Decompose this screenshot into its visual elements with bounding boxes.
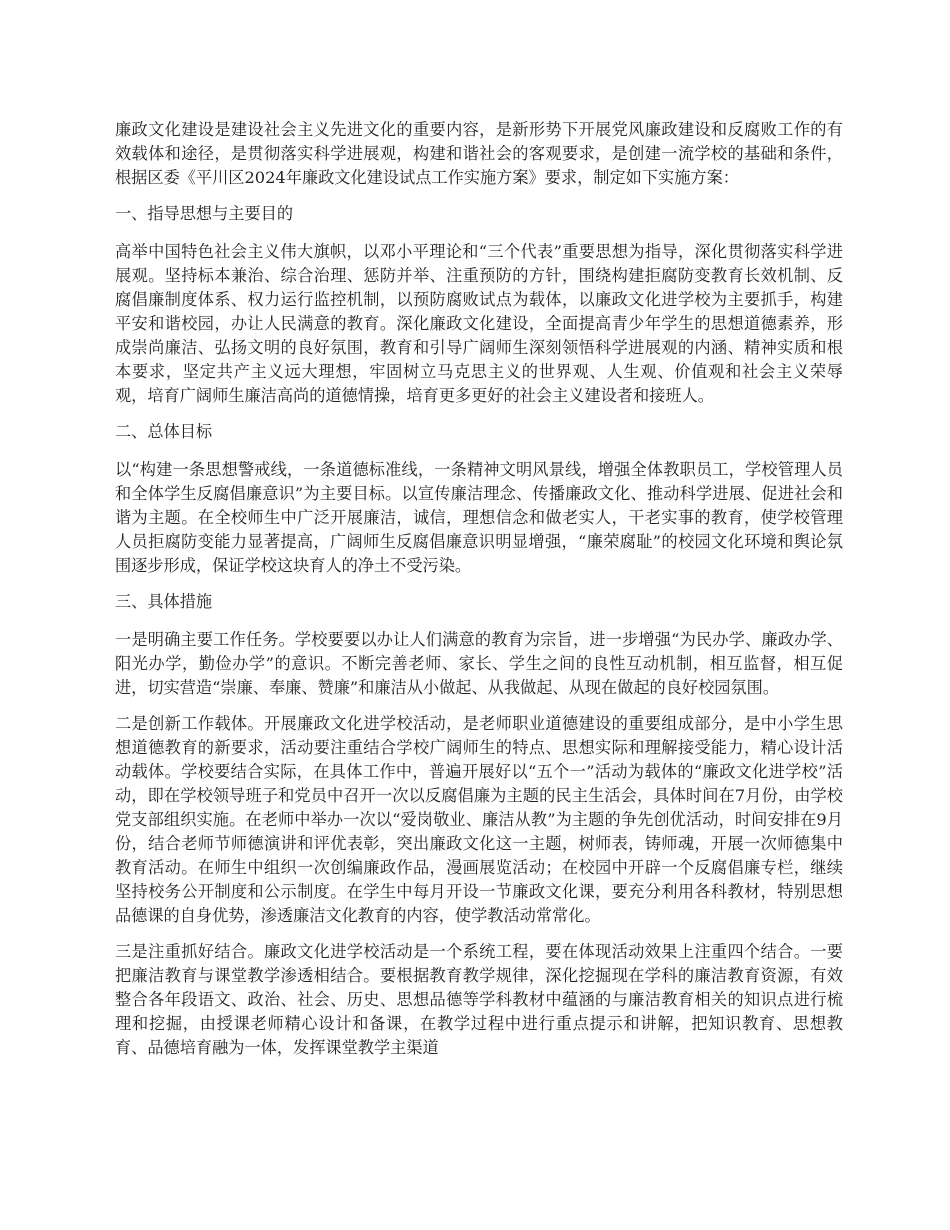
measure-paragraph-3: 三是注重抓好结合。廉政文化进学校活动是一个系统工程，要在体现活动效果上注重四个结合。一要把廉洁教育与课堂教学渗透相结合。要根据教育教学规律，深化挖掘现在学科的廉洁教育资源，有效整合各年段语文、政治、社会、历史、思想品德等学科教材中蕴涵的与廉洁教育相关的知识点进行梳理和挖掘，由授课老师精心设计和备课，在教学过程中进行重点提示和讲解，把知识教育、思想教育、品德培育融为一体，发挥课堂教学主渠道 xyxy=(115,942,843,1057)
measure-paragraph-2: 二是创新工作载体。开展廉政文化进学校活动，是老师职业道德建设的重要组成部分，是中小学生思想道德教育的新要求，活动要注重结合学校广阔师生的特点、思想实际和理解接受能力，精心设计活动载体。学校要结合实际，在具体工作中，普遍开展好以“五个一”活动为载体的“廉政文化进学校”活动，即在学校领导班子和党员中召开一次以反腐倡廉为主题的民主生活会，具体时间在7月份，由学校党支部组织实施。在老师中举办一次以“爱岗敬业、廉洁从教”为主题的争先创优活动，时间安排在9月份，结合老师节师德演讲和评优表彰，突出廉政文化这一主题，树师表，铸师魂，开展一次师德集中教育活动。在师生中组织一次创编廉政作品，漫画展览活动；在校园中开辟一个反腐倡廉专栏，继续坚持校务公开制度和公示制度。在学生中每月开设一节廉政文化课，要充分利用各科教材，特别思想品德课的自身优势，渗透廉洁文化教育的内容，使学教活动常常化。 xyxy=(115,714,843,925)
guiding-thought-paragraph: 高举中国特色社会主义伟大旗帜，以邓小平理论和“三个代表”重要思想为指导，深化贯彻落实科学进展观。坚持标本兼治、综合治理、惩防并举、注重预防的方针，围绕构建拒腐防变教育长效机制、反腐倡廉制度体系、权力运行监控机制，以预防腐败试点为载体，以廉政文化进学校为主要抓手，构建平安和谐校园，办让人民满意的教育。深化廉政文化建设，全面提高青少年学生的思想道德素养，形成崇尚廉洁、弘扬文明的良好氛围，教育和引导广阔师生深刻领悟科学进展观的内涵、精神实质和根本要求，坚定共产主义远大理想，牢固树立马克思主义的世界观、人生观、价值观和社会主义荣辱观，培育广阔师生廉洁高尚的道德情操，培育更多更好的社会主义建设者和接班人。 xyxy=(115,242,843,405)
section-heading-measures: 三、具体措施 xyxy=(115,592,213,611)
document-page xyxy=(115,118,843,1072)
overall-goal-paragraph: 以“构建一条思想警戒线，一条道德标准线，一条精神文明风景线，增强全体教职员工，学校管理人员和全体学生反腐倡廉意识”为主要目标。以宣传廉洁理念、传播廉政文化、推动科学进展、促进社会和谐为主题。在全校师生中广泛开展廉洁，诚信，理想信念和做老实人，干老实事的教育，使学校管理人员拒腐防变能力显著提高，广阔师生反腐倡廉意识明显增强，“廉荣腐耻”的校园文化环境和舆论氛围逐步形成，保证学校这块育人的净土不受污染。 xyxy=(115,460,843,575)
measure-paragraph-1: 一是明确主要工作任务。学校要要以办让人们满意的教育为宗旨，进一步增强“为民办学、廉政办学、阳光办学，勤俭办学”的意识。不断完善老师、家长、学生之间的良性互动机制，相互监督，相互促进，切实营造“崇廉、奉廉、赞廉”和廉洁从小做起、从我做起、从现在做起的良好校园氛围。 xyxy=(115,630,843,697)
section-heading-overall-goal: 二、总体目标 xyxy=(115,422,213,441)
section-heading-guiding-thought: 一、指导思想与主要目的 xyxy=(115,204,294,223)
intro-paragraph: 廉政文化建设是建设社会主义先进文化的重要内容，是新形势下开展党风廉政建设和反腐败工作的有效载体和途径，是贯彻落实科学进展观，构建和谐社会的客观要求，是创建一流学校的基础和条件，根据区委《平川区2024年廉政文化建设试点工作实施方案》要求，制定如下实施方案： xyxy=(115,120,843,187)
